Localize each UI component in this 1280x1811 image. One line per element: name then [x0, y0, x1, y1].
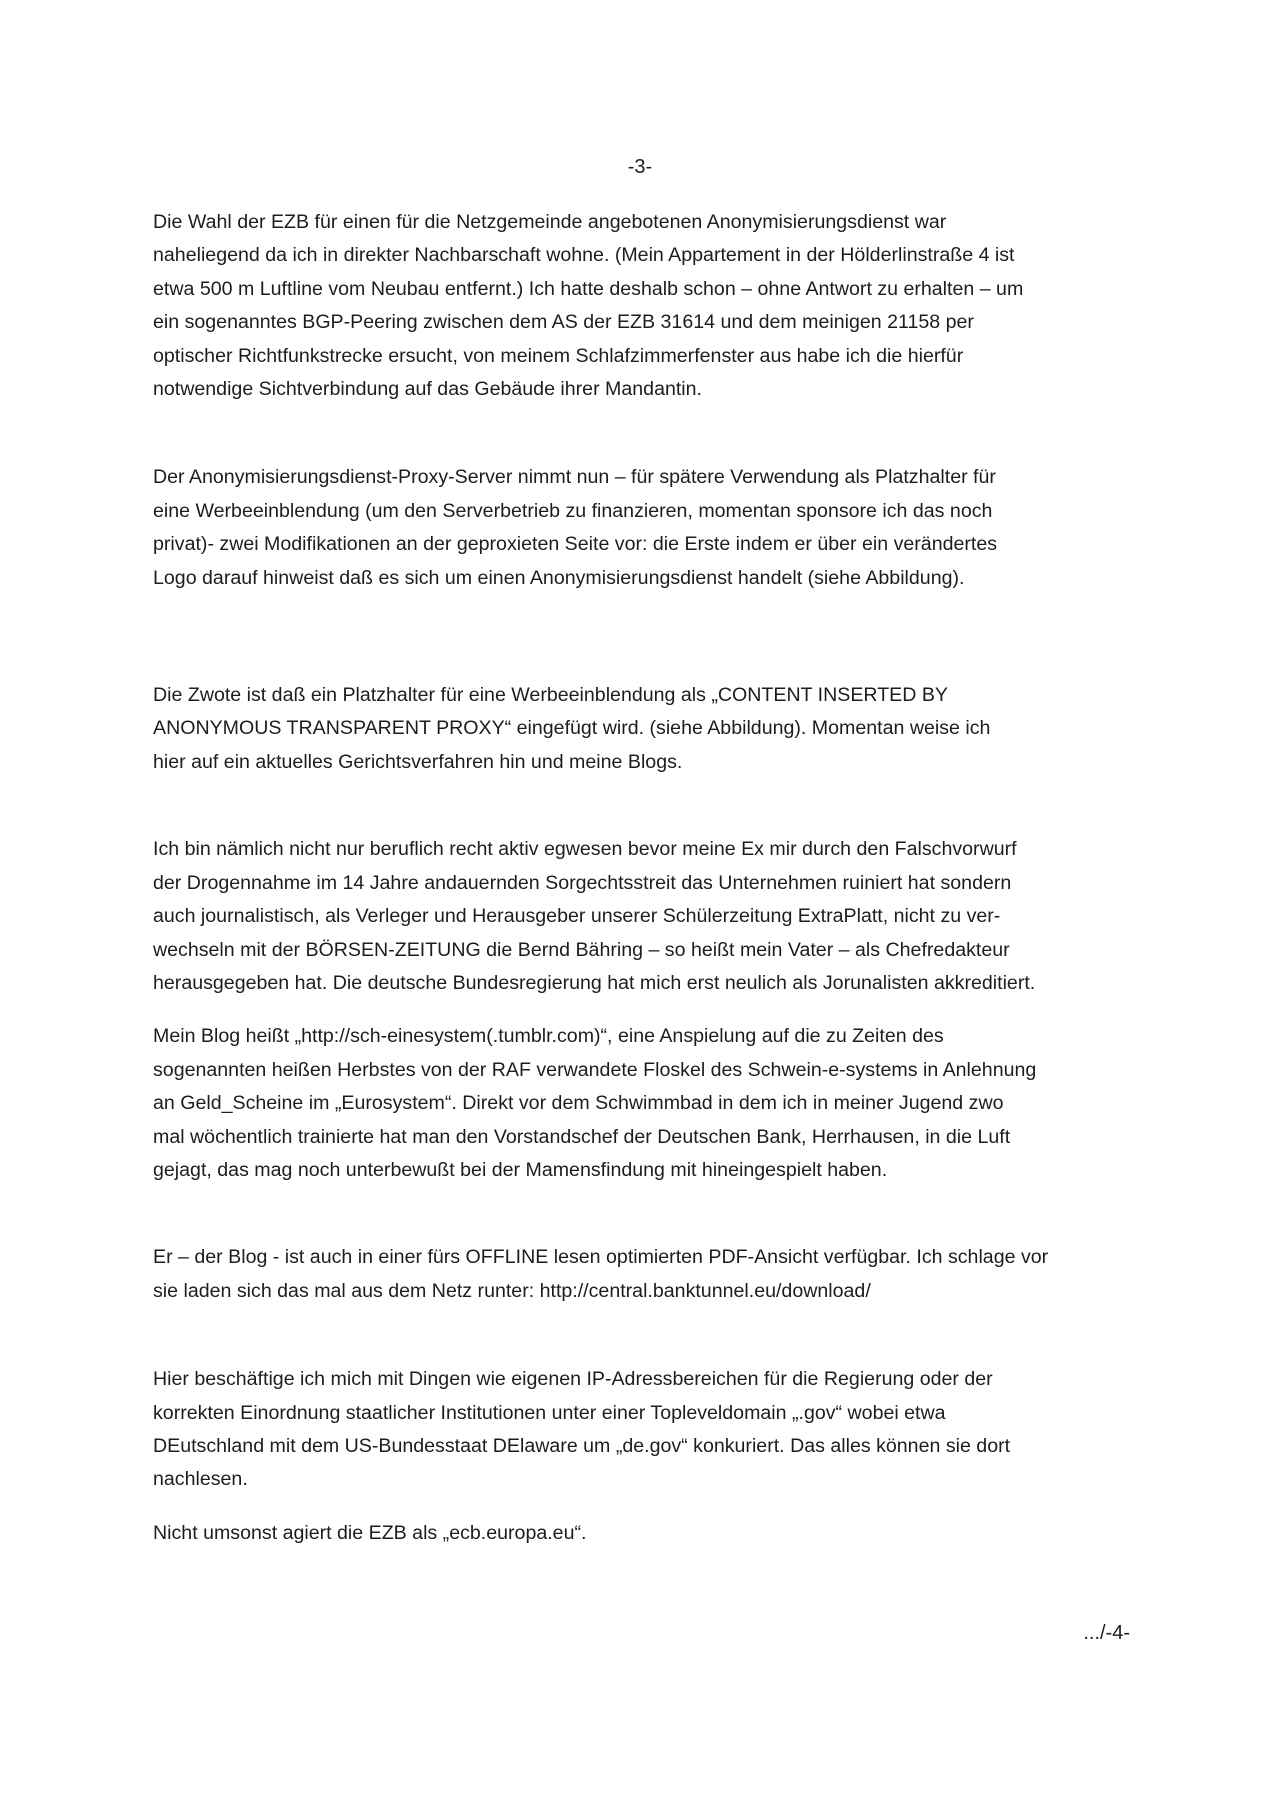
paragraph-4 [153, 833, 1133, 1000]
text-line: Ich bin nämlich nicht nur beruflich recht aktiv egwesen bevor meine Ex mir durch den Falschvorwurf [153, 838, 1017, 861]
text-line: notwendige Sichtverbindung auf das Gebäude ihrer Mandantin. [153, 378, 702, 401]
paragraph-6 [153, 1241, 1133, 1308]
text-line: Die Zwote ist daß ein Platzhalter für eine Werbeeinblendung als „CONTENT INSERTED BY [153, 684, 948, 707]
text-line: ein sogenanntes BGP-Peering zwischen dem AS der EZB 31614 und dem meinigen 21158 per [153, 311, 974, 334]
text-line: wechseln mit der BÖRSEN-ZEITUNG die Bernd Bähring – so heißt mein Vater – als Chefredakteur [153, 938, 1010, 961]
body-text [153, 206, 1133, 1550]
text-line: hier auf ein aktuelles Gerichtsverfahren hin und meine Blogs. [153, 750, 683, 773]
page-continuation-marker: .../-4- [1083, 1622, 1130, 1644]
text-line: etwa 500 m Luftline vom Neubau entfernt.) Ich hatte deshalb schon – ohne Antwort zu erhalten – um [153, 277, 1024, 300]
text-line: nachlesen. [153, 1468, 248, 1491]
text-line: herausgegeben hat. Die deutsche Bundesregierung hat mich erst neulich als Jorunalisten akkreditiert. [153, 971, 1036, 994]
text-line: Logo darauf hinweist daß es sich um einen Anonymisierungsdienst handelt (siehe Abbildung). [153, 566, 965, 589]
text-line: optischer Richtfunkstrecke ersucht, von meinem Schlafzimmerfenster aus habe ich die hierfür [153, 344, 964, 367]
paragraph-3 [153, 679, 1133, 779]
text-line: DEutschland mit dem US-Bundesstaat DElaware um „de.gov“ konkuriert. Das alles können sie dort [153, 1434, 1011, 1457]
text-line: Mein Blog heißt „http://sch-einesystem(.tumblr.com)“, eine Anspielung auf die zu Zeiten des [153, 1025, 944, 1048]
paragraph-1 [153, 206, 1133, 406]
text-line: privat)- zwei Modifikationen an der geproxieten Seite vor: die Erste indem er über ein verändertes [153, 533, 998, 556]
paragraph-5 [153, 1020, 1133, 1187]
text-line: Der Anonymisierungsdienst-Proxy-Server nimmt nun – für spätere Verwendung als Platzhalter für [153, 466, 996, 489]
text-line: eine Werbeeinblendung (um den Serverbetrieb zu finanzieren, momentan sponsore ich das noch [153, 499, 993, 522]
text-line: sogenannten heißen Herbstes von der RAF verwandete Floskel des Schwein-e-systems in Anlehnung [153, 1058, 1037, 1081]
text-line: sie laden sich das mal aus dem Netz runter: http://central.banktunnel.eu/download/ [153, 1279, 871, 1302]
text-line: Die Wahl der EZB für einen für die Netzgemeinde angebotenen Anonymisierungsdienst war [153, 211, 947, 233]
text-line: an Geld_Scheine im „Eurosystem“. Direkt vor dem Schwimmbad in dem ich in meiner Jugend zwo [153, 1092, 1004, 1115]
paragraph-7 [153, 1363, 1133, 1497]
text-line: Hier beschäftige ich mich mit Dingen wie eigenen IP-Adressbereichen für die Regierung oder der [153, 1368, 993, 1391]
text-line: mal wöchentlich trainierte hat man den Vorstandschef der Deutschen Bank, Herrhausen, in die Luft [153, 1125, 1011, 1148]
paragraph-8 [153, 1517, 1133, 1550]
paragraph-2 [153, 461, 1133, 595]
text-line: auch journalistisch, als Verleger und Herausgeber unserer Schülerzeitung ExtraPlatt, nicht zu ver- [153, 905, 1001, 928]
text-line: ANONYMOUS TRANSPARENT PROXY“ eingefügt wird. (siehe Abbildung). Momentan weise ich [153, 717, 991, 740]
text-line: naheliegend da ich in direkter Nachbarschaft wohne. (Mein Appartement in der Hölderlinstraße 4 ist [153, 244, 1015, 267]
text-line: Nicht umsonst agiert die EZB als „ecb.europa.eu“. [153, 1521, 587, 1544]
text-line: Er – der Blog - ist auch in einer fürs OFFLINE lesen optimierten PDF-Ansicht verfügbar. Ich schlage vor [153, 1246, 1049, 1269]
text-line: gejagt, das mag noch unterbewußt bei der Mamensfindung mit hineingespielt haben. [153, 1158, 888, 1181]
text-line: der Drogennahme im 14 Jahre andauernden Sorgechtsstreit das Unternehmen ruiniert hat sondern [153, 871, 1012, 894]
text-line: korrekten Einordnung staatlicher Institutionen unter einer Topleveldomain „.gov“ wobei etwa [153, 1401, 946, 1424]
page-number: -3- [627, 156, 653, 178]
